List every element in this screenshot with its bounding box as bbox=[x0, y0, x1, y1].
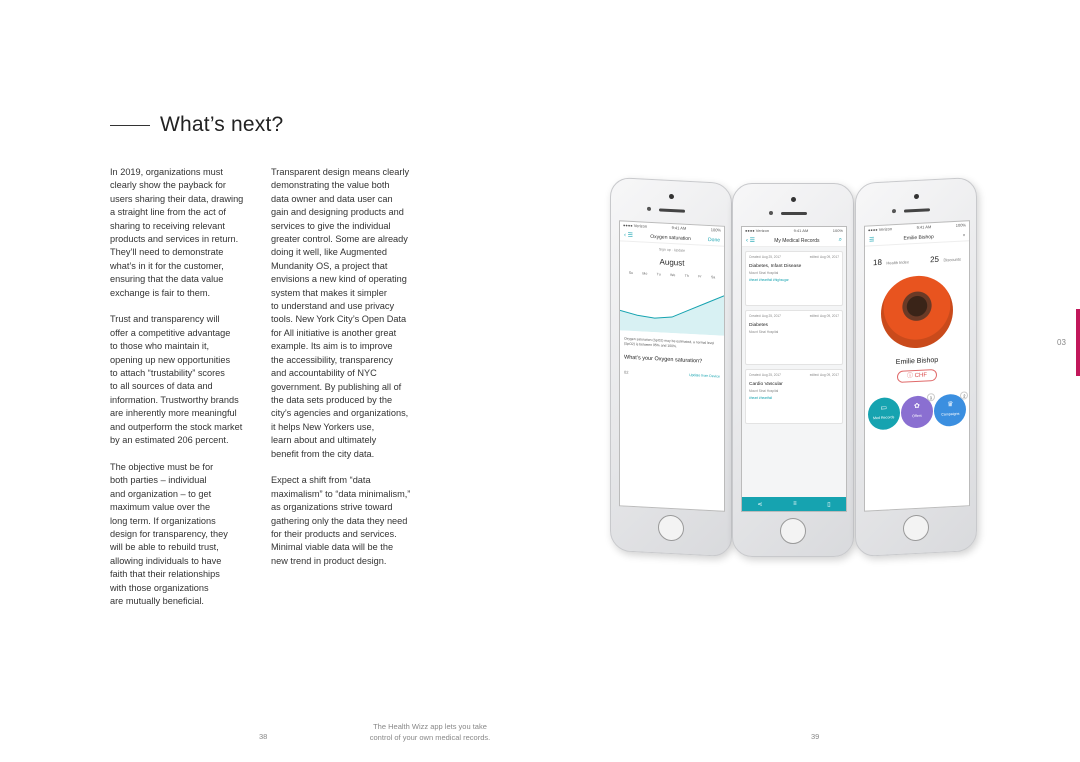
page-number-left: 38 bbox=[259, 732, 268, 741]
update-device-link[interactable]: Update from Device bbox=[689, 372, 720, 379]
offers-tile[interactable] bbox=[901, 395, 933, 429]
paragraph: Trust and transparency will offer a competitive advantage to those who maintain it, opening up new opportunities to attach “trustability” scores to all sources of data and information. Trustworthy brands are inherently more meaningful and outperform the stock market by an estimated 206 percent. bbox=[110, 314, 243, 446]
speaker-grille bbox=[781, 212, 807, 215]
created-date: Created: Aug 25, 2017 bbox=[749, 314, 781, 318]
page-number-right: 39 bbox=[811, 732, 820, 741]
discounts-value: 25 bbox=[930, 254, 939, 265]
folder-icon: ▭ bbox=[880, 404, 887, 412]
phone-screen bbox=[619, 220, 725, 512]
weekday: Tu bbox=[656, 272, 661, 277]
weekday: Sa bbox=[710, 275, 716, 280]
battery-label: 100% bbox=[955, 222, 966, 228]
section-number: 03 bbox=[1057, 338, 1066, 347]
edited-date: edited: Aug 09, 2017 bbox=[809, 255, 839, 259]
carrier-label: ●●●● Verizon bbox=[868, 226, 893, 233]
record-card[interactable] bbox=[745, 310, 843, 365]
home-button[interactable] bbox=[780, 518, 806, 544]
gift-icon: ✿ bbox=[914, 402, 920, 411]
created-date: Created: Aug 25, 2017 bbox=[749, 373, 781, 377]
health-index-label: Health Index bbox=[886, 259, 909, 266]
heading-rule bbox=[110, 125, 150, 126]
phone-records-screen bbox=[732, 183, 854, 557]
oxygen-trend-chart bbox=[620, 280, 724, 335]
edited-date: edited: Aug 09, 2017 bbox=[809, 373, 839, 377]
back-chevron-icon[interactable]: ‹ ☰ bbox=[746, 238, 756, 244]
sensor-icon bbox=[647, 207, 651, 211]
month-sub-label: Sign up · Update bbox=[658, 247, 686, 253]
record-source: Mount Sinai Hospital bbox=[749, 271, 779, 275]
record-source: Mount Sinai Hospital bbox=[749, 330, 779, 334]
record-title: Diabetes, Infant Disease bbox=[749, 264, 802, 269]
battery-label: 100% bbox=[832, 228, 843, 233]
weekday: Su bbox=[628, 270, 633, 276]
avatar[interactable] bbox=[881, 274, 953, 350]
currency-badge[interactable]: ⓘ CHF bbox=[897, 369, 937, 383]
image-caption: The Health Wizz app lets you take control of your own medical records. bbox=[369, 722, 491, 742]
sensor-icon bbox=[892, 209, 896, 213]
sensor-icon bbox=[769, 211, 773, 215]
health-index-value: 18 bbox=[873, 257, 882, 268]
camera-icon bbox=[791, 197, 796, 202]
paragraph: Expect a shift from “data maximalism” to “data minimalism,” as organizations strive toward gathering only the data they need for their products and services. Minimal viable data will be the new trend in product design. bbox=[271, 475, 411, 566]
record-tags: #heart #heartfail #highsugar bbox=[749, 278, 789, 282]
oxygen-input-label[interactable]: 02 bbox=[624, 369, 629, 375]
weekday: Fr bbox=[698, 274, 702, 279]
trend-area bbox=[620, 290, 724, 335]
record-source: Mount Sinai Hospital bbox=[749, 389, 779, 393]
trend-chart-svg bbox=[620, 280, 724, 335]
phone-screen bbox=[864, 220, 970, 512]
time-label: 9:41 AM bbox=[793, 228, 809, 233]
month-label: August bbox=[659, 257, 685, 268]
question-label: What’s your Oxygen saturation? bbox=[624, 354, 703, 365]
heading-block bbox=[110, 113, 283, 137]
trash-icon[interactable]: ▯ bbox=[827, 501, 831, 508]
oxygen-input-row[interactable] bbox=[624, 370, 720, 380]
done-button[interactable]: Done bbox=[708, 236, 720, 244]
camera-icon bbox=[669, 194, 674, 199]
home-button[interactable] bbox=[658, 514, 684, 541]
stats-row bbox=[865, 241, 969, 270]
back-chevron-icon[interactable]: ‹ ☰ bbox=[624, 232, 634, 240]
trophy-icon: ♛ bbox=[947, 401, 954, 409]
speaker-grille bbox=[904, 208, 930, 212]
nav-title[interactable]: Emilie Bishop bbox=[903, 233, 934, 242]
paragraph: In 2019, organizations must clearly show the payback for users sharing their data, drawing a straight line from the act of sharing to receiving relevant products and services in return. They’ll need to demonstrate what’s in it for the customer, ensuring that the data value exchange is fair to them. bbox=[110, 167, 244, 298]
weekday: We bbox=[670, 272, 676, 278]
nav-title: My Medical Records bbox=[774, 237, 820, 244]
campaigns-tile[interactable] bbox=[934, 393, 966, 427]
chevron-down-icon[interactable]: ▾ bbox=[962, 232, 965, 238]
tile-label: Campaigns bbox=[941, 411, 960, 417]
section-tab bbox=[1076, 309, 1080, 376]
menu-icon[interactable]: ☰ bbox=[869, 237, 875, 244]
user-name: Emilie Bishop bbox=[895, 356, 939, 367]
battery-label: 100% bbox=[710, 227, 721, 233]
weekday-row bbox=[620, 270, 724, 279]
record-card[interactable] bbox=[745, 369, 843, 424]
phone-screen bbox=[741, 226, 847, 512]
record-tags: #heart #heartfail bbox=[749, 396, 773, 400]
time-label: 9:41 AM bbox=[916, 224, 932, 230]
tile-label: Offers bbox=[912, 413, 922, 419]
med-records-tile[interactable] bbox=[868, 397, 900, 431]
campaigns-count-badge: 2 bbox=[960, 391, 968, 399]
weekday: Mo bbox=[642, 271, 648, 276]
left-text-column bbox=[110, 166, 262, 622]
carrier-label: ●●●● Verizon bbox=[745, 228, 770, 233]
paragraph: The objective must be for both parties – individual and organization – to get maximum value over the long term. If organizations design for transparency, they will be able to rebuild trust, allowing individuals to have faith that their relationships with those organizations are mutually beneficial. bbox=[110, 461, 228, 606]
discounts-label: Discounts bbox=[943, 256, 961, 263]
created-date: Created: Aug 25, 2017 bbox=[749, 255, 781, 259]
action-tiles bbox=[865, 393, 969, 430]
carrier-label: ●●●● Verizon bbox=[623, 222, 648, 229]
camera-icon bbox=[914, 194, 919, 199]
bottom-tab-bar bbox=[742, 497, 846, 511]
share-icon[interactable]: ⋖ bbox=[757, 501, 763, 508]
weekday: Th bbox=[684, 273, 689, 278]
offers-count-badge: 1 bbox=[927, 393, 935, 401]
home-button[interactable] bbox=[903, 514, 929, 541]
paragraph: Transparent design means clearly demonstrating the value both data owner and data user can gain and designing products and services to give the individual greater control. Some are already doing it well, like Augmented Mundanity OS, a project that envisions a new kind of operating system that makes it simpler to understand and use privacy tools. New York City’s Open Data for All initiative is another great example. Its aim is to improve the accessibility, transparency and accountability of NYC government. By publishing all of the data sets produced by the city’s agencies and organizations, it helps New Yorkers use, learn about and ultimately benefit from the city data. bbox=[271, 167, 410, 459]
record-card[interactable] bbox=[745, 251, 843, 306]
currency-label: CHF bbox=[914, 372, 927, 380]
page-title: What’s next? bbox=[160, 113, 284, 136]
status-bar bbox=[742, 227, 846, 235]
nav-title: Oxygen saturation bbox=[650, 233, 691, 242]
phone-oxygen-screen bbox=[610, 177, 732, 557]
time-label: 9:41 AM bbox=[671, 225, 687, 231]
record-title: Diabetes bbox=[749, 323, 768, 328]
record-title: Cardio Vascular bbox=[749, 382, 783, 387]
right-text-column bbox=[271, 166, 431, 582]
search-icon[interactable]: ⌕ bbox=[838, 237, 842, 243]
nav-bar bbox=[742, 235, 846, 247]
tile-label: Med Records bbox=[872, 415, 895, 421]
edited-date: edited: Aug 09, 2017 bbox=[809, 314, 839, 318]
info-note: Oxygen saturation (SpO2) may be estimated, a normal level (SpO2) is between 95% and 100%. bbox=[624, 336, 715, 349]
speaker-grille bbox=[659, 208, 685, 212]
menu-icon[interactable]: ≡ bbox=[793, 501, 797, 507]
phone-profile-screen bbox=[855, 177, 977, 557]
